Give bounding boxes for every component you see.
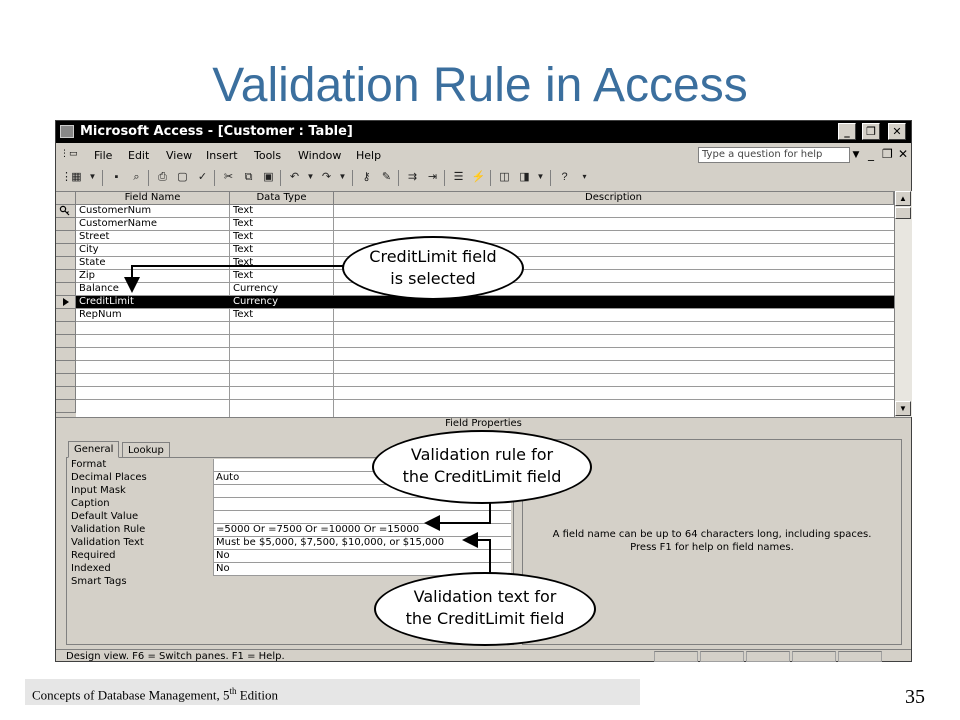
- property-default-value[interactable]: Default Value: [71, 511, 511, 524]
- restore-button[interactable]: ❐: [862, 123, 880, 140]
- row-selector[interactable]: [56, 270, 76, 283]
- status-bar: [56, 649, 911, 663]
- field-properties-label: Field Properties: [56, 417, 911, 432]
- header-data-type: Data Type: [230, 192, 334, 205]
- scroll-up-icon[interactable]: ▲: [895, 191, 911, 206]
- table-row-empty[interactable]: [76, 335, 894, 348]
- header-field-name: Field Name: [76, 192, 230, 205]
- primary-key-icon[interactable]: ⚷: [362, 171, 371, 183]
- doc-minimize-button[interactable]: _: [868, 147, 874, 161]
- property-smart-tags[interactable]: Smart Tags: [71, 576, 127, 587]
- scroll-down-icon[interactable]: ▼: [895, 401, 911, 416]
- help-text-line1: A field name can be up to 64 characters long, including spaces.: [552, 529, 872, 540]
- data-type-cell[interactable]: Text: [230, 309, 334, 321]
- window-titlebar[interactable]: [56, 121, 911, 143]
- row-selector[interactable]: [56, 322, 76, 335]
- data-type-cell[interactable]: Currency: [230, 296, 334, 308]
- row-selector[interactable]: [56, 231, 76, 244]
- table-row-empty[interactable]: [76, 374, 894, 387]
- row-selector[interactable]: [56, 335, 76, 348]
- delete-rows-icon[interactable]: ⇥: [427, 171, 438, 183]
- field-name-cell[interactable]: Zip: [76, 270, 230, 282]
- toolbar-grip-icon: ⋮: [61, 171, 72, 183]
- data-type-cell[interactable]: Text: [230, 218, 334, 230]
- slide-title: Validation Rule in Access: [212, 59, 748, 112]
- database-window-icon[interactable]: ◫: [499, 171, 510, 183]
- close-button[interactable]: ✕: [888, 123, 906, 140]
- menu-insert[interactable]: Insert: [206, 149, 238, 162]
- cut-icon[interactable]: ✂: [223, 171, 234, 183]
- current-row-arrow-icon: [62, 296, 72, 308]
- help-icon[interactable]: ?: [561, 171, 568, 183]
- field-name-cell[interactable]: Street: [76, 231, 230, 243]
- callout-validation-text: Validation text for the CreditLimit field: [374, 572, 596, 646]
- data-type-cell[interactable]: Text: [230, 270, 334, 282]
- copy-icon[interactable]: ⧉: [244, 171, 253, 183]
- grid-corner: [56, 192, 76, 205]
- table-row-selected[interactable]: [76, 296, 894, 309]
- field-grid: [56, 191, 894, 418]
- tab-general[interactable]: General: [68, 441, 119, 458]
- property-validation-text[interactable]: Validation Text Must be $5,000, $7,500, $10,000, or $15,000: [71, 537, 511, 550]
- table-row[interactable]: [76, 309, 894, 322]
- design-toolbar: [56, 167, 680, 189]
- row-selector[interactable]: [56, 374, 76, 387]
- table-row-empty[interactable]: [76, 400, 894, 418]
- data-type-cell[interactable]: Text: [230, 257, 334, 269]
- field-name-cell[interactable]: CustomerName: [76, 218, 230, 230]
- redo-dropdown-icon[interactable]: ▼: [338, 172, 347, 181]
- build-icon[interactable]: ✎: [381, 171, 392, 183]
- status-indicator: [792, 651, 836, 662]
- row-selector[interactable]: [56, 205, 76, 218]
- field-name-cell[interactable]: City: [76, 244, 230, 256]
- new-object-icon[interactable]: ◨: [519, 171, 530, 183]
- row-selector[interactable]: [56, 400, 76, 413]
- paste-icon[interactable]: ▣: [263, 171, 274, 183]
- callout-field-selected: CreditLimit field is selected: [342, 236, 524, 300]
- status-text: Design view. F6 = Switch panes. F1 = Help.: [66, 651, 285, 662]
- row-selector[interactable]: [56, 283, 76, 296]
- undo-icon[interactable]: ↶: [289, 171, 300, 183]
- window-title: Microsoft Access - [Customer : Table]: [80, 124, 353, 139]
- field-name-cell[interactable]: Balance: [76, 283, 230, 295]
- save-icon[interactable]: ▪: [114, 171, 119, 183]
- row-selector[interactable]: [56, 257, 76, 270]
- indexes-icon[interactable]: ⚡: [471, 171, 486, 183]
- doc-restore-button[interactable]: ❐: [882, 147, 893, 161]
- doc-close-button[interactable]: ✕: [898, 147, 909, 161]
- spelling-icon[interactable]: ✓: [197, 171, 208, 183]
- field-name-cell[interactable]: State: [76, 257, 230, 269]
- header-description: Description: [334, 192, 894, 205]
- menu-tools[interactable]: Tools: [254, 149, 282, 162]
- new-object-dropdown-icon[interactable]: ▼: [536, 172, 545, 181]
- data-type-cell[interactable]: Currency: [230, 283, 334, 295]
- redo-icon[interactable]: ↷: [321, 171, 332, 183]
- row-selector[interactable]: [56, 309, 76, 322]
- search-icon[interactable]: ⌕: [133, 171, 140, 183]
- data-type-cell[interactable]: Text: [230, 205, 334, 217]
- validation-rule-input[interactable]: =5000 Or =7500 Or =10000 Or =15000: [213, 524, 511, 537]
- row-selector[interactable]: [56, 218, 76, 231]
- scroll-thumb[interactable]: [895, 207, 911, 219]
- help-dropdown-icon[interactable]: ▼: [852, 150, 860, 160]
- print-icon[interactable]: ⎙: [158, 171, 167, 183]
- access-app-icon: [60, 125, 74, 138]
- field-name-cell[interactable]: CustomerNum: [76, 205, 230, 217]
- view-icon[interactable]: ▦: [71, 171, 82, 183]
- table-row-empty[interactable]: [76, 361, 894, 374]
- properties-icon[interactable]: ☰: [453, 171, 464, 183]
- status-indicator: [746, 651, 790, 662]
- property-indexed[interactable]: Indexed No: [71, 563, 511, 576]
- grid-vertical-scrollbar[interactable]: [894, 191, 912, 417]
- property-decimal-places[interactable]: Decimal Places Auto: [71, 472, 511, 485]
- menu-file[interactable]: File: [94, 149, 113, 162]
- print-preview-icon[interactable]: ▢: [177, 171, 188, 183]
- footer-text: Concepts of Database Management, 5th Edition: [32, 686, 279, 703]
- minimize-button[interactable]: _: [838, 123, 856, 140]
- data-type-cell[interactable]: Text: [230, 244, 334, 256]
- menu-grip-icon: ⋮▭: [60, 149, 78, 159]
- table-row-empty[interactable]: [76, 387, 894, 400]
- callout-validation-rule: Validation rule for the CreditLimit field: [372, 430, 592, 504]
- table-row[interactable]: [76, 205, 894, 218]
- menu-view[interactable]: View: [166, 149, 193, 162]
- help-text-line2: Press F1 for help on field names.: [630, 542, 794, 553]
- menu-bar: [56, 145, 911, 165]
- property-required[interactable]: Required No: [71, 550, 511, 563]
- page-number: 35: [905, 686, 925, 708]
- table-row-empty[interactable]: [76, 322, 894, 335]
- toolbar-options-icon[interactable]: ▾: [582, 172, 587, 181]
- property-input-mask[interactable]: Input Mask: [71, 485, 511, 498]
- menu-edit[interactable]: Edit: [128, 149, 150, 162]
- row-selector[interactable]: [56, 387, 76, 400]
- status-indicator: [654, 651, 698, 662]
- row-selector-current[interactable]: [56, 296, 76, 309]
- view-dropdown-icon[interactable]: ▼: [88, 172, 97, 181]
- tab-lookup[interactable]: Lookup: [122, 442, 170, 458]
- field-name-cell[interactable]: CreditLimit: [76, 296, 230, 308]
- row-selector[interactable]: [56, 361, 76, 374]
- help-question-input[interactable]: Type a question for help: [698, 147, 850, 163]
- undo-dropdown-icon[interactable]: ▼: [306, 172, 315, 181]
- property-validation-rule[interactable]: Validation Rule =5000 Or =7500 Or =10000 Or =15000: [71, 524, 511, 537]
- row-selector-column: [56, 205, 76, 418]
- insert-rows-icon[interactable]: ⇉: [407, 171, 418, 183]
- field-name-cell[interactable]: RepNum: [76, 309, 230, 321]
- property-format[interactable]: Format: [71, 459, 511, 472]
- primary-key-icon: [59, 205, 71, 217]
- data-type-cell[interactable]: Text: [230, 231, 334, 243]
- table-row-empty[interactable]: [76, 348, 894, 361]
- row-selector[interactable]: [56, 348, 76, 361]
- validation-text-input[interactable]: Must be $5,000, $7,500, $10,000, or $15,000: [213, 537, 511, 550]
- menu-help[interactable]: Help: [356, 149, 382, 162]
- property-caption[interactable]: Caption: [71, 498, 511, 511]
- status-indicator: [700, 651, 744, 662]
- row-selector[interactable]: [56, 244, 76, 257]
- menu-window[interactable]: Window: [298, 149, 342, 162]
- status-indicator: [838, 651, 882, 662]
- table-row[interactable]: [76, 218, 894, 231]
